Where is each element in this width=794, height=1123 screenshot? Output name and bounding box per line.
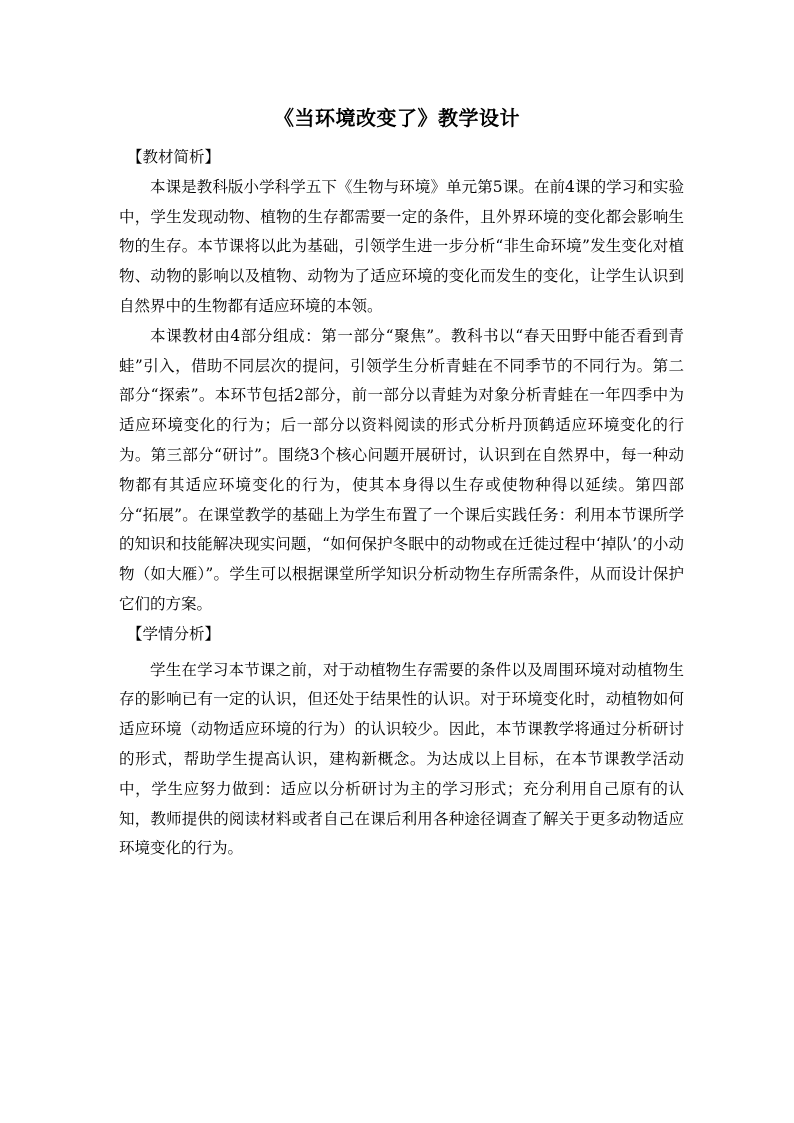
paragraph-textbook-structure: 本课教材由4部分组成：第一部分“聚焦”。教科书以“春天田野中能否看到青蛙”引入，借助不同层次的提问，引领学生分析青蛙在不同季节的不同行为。第二部分“探索”。本环节包括2部分，前一部分以青蛙为对象分析青蛙在一年四季中为适应环境变化的行为；后一部分以资料阅读的形式分析丹顶鹤适应环境变化的行为。第三部分“研讨”。围绕3个核心问题开展研讨，认识到在自然界中，每一种动物都有其适应环境变化的行为，使其本身得以生存或使物种得以延续。第四部分“拓展”。在课堂教学的基础上为学生布置了一个课后实践任务：利用本节课所学的知识和技能解决现实问题，“如何保护冬眠中的动物或在迁徙过程中‘掉队’的小动物（如大雁）”。学生可以根据课堂所学知识分析动物生存所需条件，从而设计保护它们的方案。 [119, 326, 684, 613]
paragraph-textbook-intro: 本课是教科版小学科学五下《生物与环境》单元第5课。在前4课的学习和实验中，学生发现动物、植物的生存都需要一定的条件，且外界环境的变化都会影响生物的生存。本节课将以此为基础，引领学生进一步分析“非生命环境”发生变化对植物、动物的影响以及植物、动物为了适应环境的变化而发生的变化，让学生认识到自然界中的生物都有适应环境的本领。 [119, 177, 684, 315]
section-heading-student-analysis: 【学情分析】 [127, 624, 221, 643]
paragraph-student-analysis: 学生在学习本节课之前，对于动植物生存需要的条件以及周围环境对动植物生存的影响已有一定的认识，但还处于结果性的认识。对于环境变化时，动植物如何适应环境（动物适应环境的行为）的认识较少。因此，本节课教学将通过分析研讨的形式，帮助学生提高认识，建构新概念。为达成以上目标，在本节课教学活动中，学生应努力做到：适应以分析研讨为主的学习形式；充分利用自己原有的认知，教师提供的阅读材料或者自己在课后利用各种途径调查了解关于更多动物适应环境变化的行为。 [119, 660, 684, 858]
section-heading-textbook-analysis: 【教材简析】 [127, 148, 221, 166]
document-body [119, 143, 684, 864]
document-title: 《当环境改变了》教学设计 [274, 106, 520, 130]
